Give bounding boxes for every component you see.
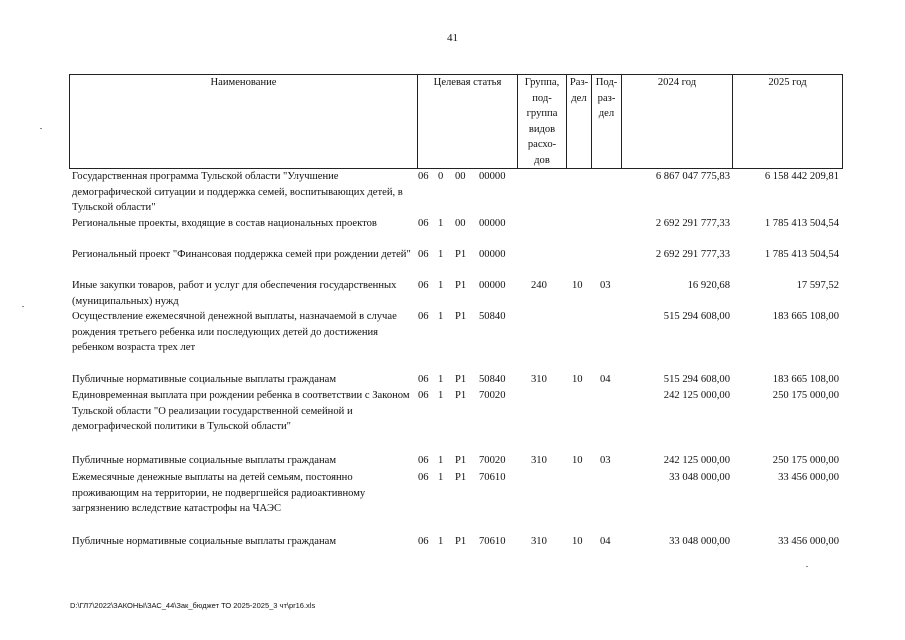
row-code-2: 1 xyxy=(438,455,444,466)
row-2024: 2 692 291 777,33 xyxy=(655,249,730,260)
row-2025: 1 785 413 504,54 xyxy=(764,218,839,229)
row-razdel: 10 xyxy=(572,280,583,291)
row-2024: 242 125 000,00 xyxy=(663,390,730,401)
row-2024: 6 867 047 775,83 xyxy=(655,171,730,182)
row-group: 310 xyxy=(531,455,547,466)
row-code-3: P1 xyxy=(455,455,467,466)
table-header xyxy=(69,74,843,169)
scan-speck xyxy=(22,306,24,307)
header-podrazdel: Под- раз- дел xyxy=(591,75,621,168)
row-name: Ежемесячные денежные выплаты на детей семьям, постоянно проживающим на территории, не подвергшейся радиоактивному загрязнению вследствие катастрофы на ЧАЭС xyxy=(72,472,366,514)
row-2025: 250 175 000,00 xyxy=(772,455,839,466)
row-code-1: 06 xyxy=(418,249,429,260)
row-2024: 242 125 000,00 xyxy=(663,455,730,466)
row-code-4: 00000 xyxy=(479,218,506,229)
header-name: Наименование xyxy=(210,77,277,88)
row-code-2: 1 xyxy=(438,280,444,291)
row-code-3: P1 xyxy=(455,311,467,322)
row-name: Публичные нормативные социальные выплаты гражданам xyxy=(72,455,337,466)
row-code-2: 1 xyxy=(438,472,444,483)
row-podrazdel: 04 xyxy=(600,374,611,385)
row-code-1: 06 xyxy=(418,472,429,483)
row-code-3: P1 xyxy=(455,249,467,260)
header-2025: 2025 год xyxy=(732,75,842,168)
row-code-1: 06 xyxy=(418,171,429,182)
row-group: 240 xyxy=(531,280,547,291)
row-2025: 1 785 413 504,54 xyxy=(764,249,839,260)
row-name: Государственная программа Тульской области "Улучшение демографической ситуации и поддержка семей, воспитывающих детей, в Тульской области" xyxy=(72,171,403,213)
row-code-1: 06 xyxy=(418,374,429,385)
row-name: Единовременная выплата при рождении ребенка в соответствии с Законом Тульской области "О реализации государственной семейной и демографической политики в Тульской области" xyxy=(72,390,410,432)
row-razdel: 10 xyxy=(572,536,583,547)
row-code-4: 70020 xyxy=(479,455,506,466)
row-group: 310 xyxy=(531,374,547,385)
row-code-4: 00000 xyxy=(479,171,506,182)
row-code-3: P1 xyxy=(455,280,467,291)
row-2024: 33 048 000,00 xyxy=(669,536,730,547)
page-number: 41 xyxy=(447,32,458,44)
row-2025: 250 175 000,00 xyxy=(772,390,839,401)
row-2024: 515 294 608,00 xyxy=(663,374,730,385)
row-2025: 33 456 000,00 xyxy=(778,536,839,547)
row-code-1: 06 xyxy=(418,280,429,291)
row-code-2: 1 xyxy=(438,249,444,260)
row-2025: 183 665 108,00 xyxy=(772,374,839,385)
row-2025: 183 665 108,00 xyxy=(772,311,839,322)
row-podrazdel: 03 xyxy=(600,280,611,291)
row-2025: 17 597,52 xyxy=(796,280,839,291)
row-code-1: 06 xyxy=(418,455,429,466)
scan-speck xyxy=(806,566,808,567)
row-code-4: 00000 xyxy=(479,249,506,260)
row-code-1: 06 xyxy=(418,390,429,401)
row-code-3: P1 xyxy=(455,374,467,385)
row-podrazdel: 04 xyxy=(600,536,611,547)
scan-speck xyxy=(40,128,42,129)
row-razdel: 10 xyxy=(572,455,583,466)
row-code-3: P1 xyxy=(455,472,467,483)
row-code-3: P1 xyxy=(455,390,467,401)
row-2024: 16 920,68 xyxy=(687,280,730,291)
row-2024: 2 692 291 777,33 xyxy=(655,218,730,229)
row-name: Публичные нормативные социальные выплаты гражданам xyxy=(72,536,337,547)
row-code-3: 00 xyxy=(455,218,466,229)
row-2024: 33 048 000,00 xyxy=(669,472,730,483)
row-code-4: 00000 xyxy=(479,280,506,291)
header-group: Группа, под- группа видов расхо- дов xyxy=(517,75,566,168)
header-target: Целевая статья xyxy=(417,75,517,168)
row-code-3: 00 xyxy=(455,171,466,182)
row-code-2: 1 xyxy=(438,374,444,385)
row-code-1: 06 xyxy=(418,536,429,547)
row-name: Региональные проекты, входящие в состав национальных проектов xyxy=(72,218,377,229)
row-code-2: 0 xyxy=(438,171,444,182)
row-code-2: 1 xyxy=(438,311,444,322)
row-code-2: 1 xyxy=(438,390,444,401)
row-code-4: 70020 xyxy=(479,390,506,401)
row-podrazdel: 03 xyxy=(600,455,611,466)
file-path-footer: D:\ГЛ7\2022\ЗАКОНЫ\ЗАС_44\Зак_бюджет ТО 2025-2025_3 чт\pr16.xls xyxy=(70,601,316,610)
row-code-1: 06 xyxy=(418,311,429,322)
row-razdel: 10 xyxy=(572,374,583,385)
row-2025: 6 158 442 209,81 xyxy=(764,171,839,182)
row-code-4: 50840 xyxy=(479,374,506,385)
row-group: 310 xyxy=(531,536,547,547)
row-name: Региональный проект "Финансовая поддержка семей при рождении детей" xyxy=(72,249,411,260)
row-code-1: 06 xyxy=(418,218,429,229)
row-name: Осуществление ежемесячной денежной выплаты, назначаемой в случае рождения третьего ребенка или последующих детей до достижения ребенком возраста трех лет xyxy=(72,311,397,353)
row-code-2: 1 xyxy=(438,536,444,547)
row-code-4: 50840 xyxy=(479,311,506,322)
row-name: Иные закупки товаров, работ и услуг для обеспечения государственных (муниципальных) нужд xyxy=(72,280,397,307)
header-2024: 2024 год xyxy=(621,75,732,168)
row-code-4: 70610 xyxy=(479,536,506,547)
row-code-4: 70610 xyxy=(479,472,506,483)
row-2025: 33 456 000,00 xyxy=(778,472,839,483)
row-2024: 515 294 608,00 xyxy=(663,311,730,322)
header-razdel: Раз- дел xyxy=(566,75,591,168)
row-code-2: 1 xyxy=(438,218,444,229)
row-code-3: P1 xyxy=(455,536,467,547)
row-name: Публичные нормативные социальные выплаты гражданам xyxy=(72,374,337,385)
